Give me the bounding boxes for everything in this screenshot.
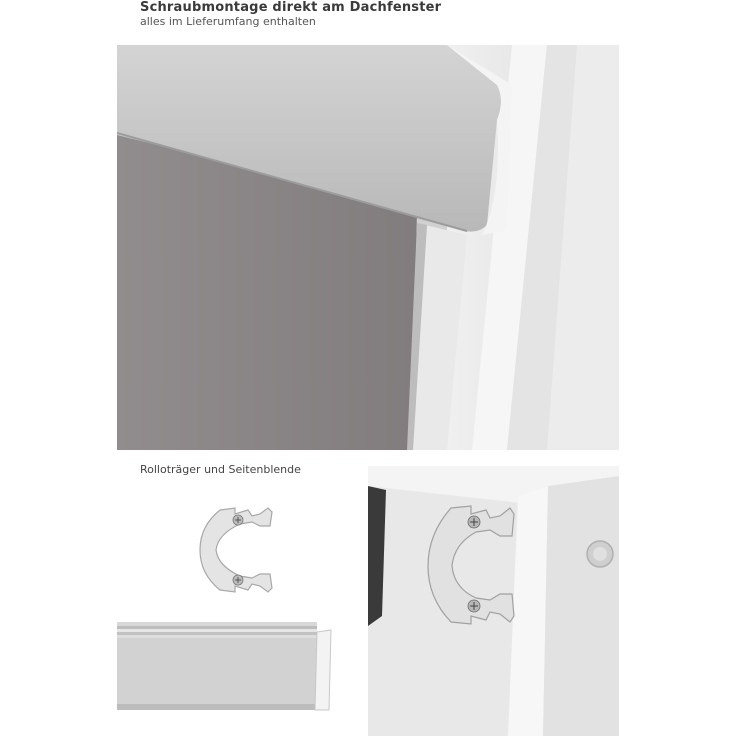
page-subtitle: alles im Lieferumfang enthalten [140, 15, 316, 28]
mounted-bracket-photo [368, 466, 619, 736]
bracket-caption: Rolloträger und Seitenblende [140, 463, 301, 476]
roller-blind-photo [117, 45, 619, 450]
bracket-photo [190, 498, 290, 602]
side-cover-photo [117, 618, 347, 713]
page-title: Schraubmontage direkt am Dachfenster [140, 0, 442, 15]
